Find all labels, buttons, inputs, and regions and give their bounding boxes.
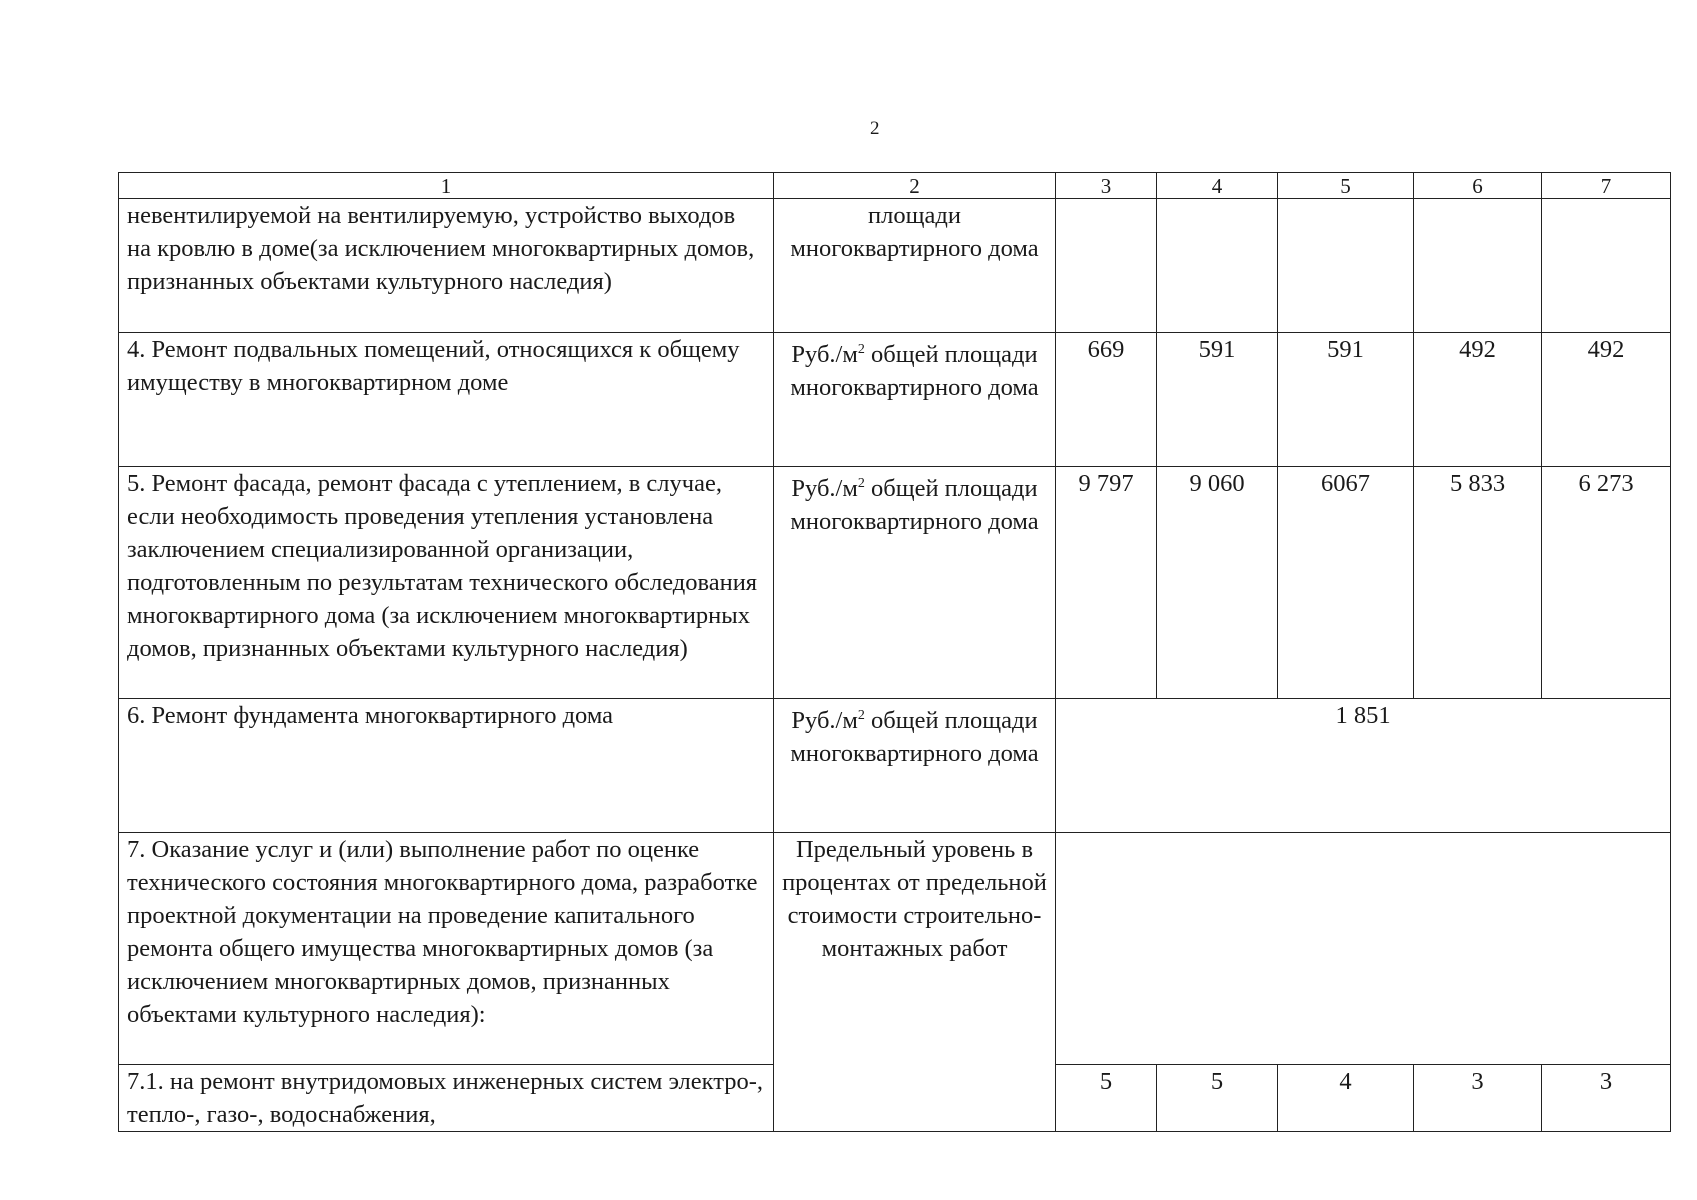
row-label: невентилируемой на вентилируемую, устройство выходов на кровлю в доме(за исключением многоквартирных домов, признанных объектами культурного наследия) (119, 199, 774, 333)
unit-prefix: Руб./м (791, 341, 858, 369)
unit-suffix: общей площади многоквартирного дома (790, 707, 1039, 768)
unit-superscript: 2 (857, 342, 865, 357)
table-row (119, 333, 1671, 467)
header-col-1: 1 (119, 173, 774, 199)
row-unit (774, 699, 1056, 833)
page-number: 2 (870, 118, 880, 139)
value-cell: 669 (1056, 333, 1157, 467)
row-unit: площади многоквартирного дома (774, 199, 1056, 333)
row-label: 6. Ремонт фундамента многоквартирного дома (119, 699, 774, 833)
value-cell: 5 (1056, 1065, 1157, 1132)
value-cell (1414, 199, 1542, 333)
table-row (119, 699, 1671, 833)
table-row (119, 467, 1671, 699)
value-cell: 3 (1542, 1065, 1671, 1132)
header-col-6: 6 (1414, 173, 1542, 199)
header-col-5: 5 (1278, 173, 1414, 199)
unit-superscript: 2 (857, 708, 865, 723)
value-cell: 9 797 (1056, 467, 1157, 699)
header-col-3: 3 (1056, 173, 1157, 199)
value-cell (1542, 199, 1671, 333)
value-cell: 5 (1157, 1065, 1278, 1132)
rates-table (118, 172, 1671, 1132)
row-unit (774, 467, 1056, 699)
value-cell: 4 (1278, 1065, 1414, 1132)
header-col-4: 4 (1157, 173, 1278, 199)
value-cell (1056, 199, 1157, 333)
row-label: 7. Оказание услуг и (или) выполнение работ по оценке технического состояния многоквартирного дома, разработке проектной документации на проведение капитального ремонта общего имущества многоквартирных домов (за исключением многоквартирных домов, признанных объектами культурного наследия): (119, 833, 774, 1065)
value-cell (1278, 199, 1414, 333)
row-label: 5. Ремонт фасада, ремонт фасада с утеплением, в случае, если необходимость проведения утепления установлена заключением специализированной организации, подготовленным по результатам технического обследования многоквартирного дома (за исключением многоквартирных домов, признанных объектами культурного наследия) (119, 467, 774, 699)
row-unit (774, 333, 1056, 467)
unit-suffix: общей площади многоквартирного дома (790, 475, 1039, 536)
value-cell: 3 (1414, 1065, 1542, 1132)
unit-prefix: Руб./м (791, 475, 858, 503)
row-label: 7.1. на ремонт внутридомовых инженерных систем электро-, тепло-, газо-, водоснабжения, (119, 1065, 774, 1132)
header-col-2: 2 (774, 173, 1056, 199)
value-cell: 492 (1414, 333, 1542, 467)
merged-value-cell: 1 851 (1056, 699, 1671, 833)
unit-superscript: 2 (857, 476, 865, 491)
table-row (119, 199, 1671, 333)
header-col-7: 7 (1542, 173, 1671, 199)
row-label: 4. Ремонт подвальных помещений, относящихся к общему имуществу в многоквартирном доме (119, 333, 774, 467)
header-row (119, 173, 1671, 199)
value-cell: 591 (1157, 333, 1278, 467)
table-row (119, 833, 1671, 1065)
value-cell (1157, 199, 1278, 333)
value-cell: 9 060 (1157, 467, 1278, 699)
value-cell: 492 (1542, 333, 1671, 467)
merged-value-cell (1056, 833, 1671, 1065)
row-unit: Предельный уровень в процентах от предельной стоимости строительно-монтажных работ (774, 833, 1056, 1132)
value-cell: 591 (1278, 333, 1414, 467)
value-cell: 6 273 (1542, 467, 1671, 699)
unit-suffix: общей площади многоквартирного дома (790, 341, 1039, 402)
value-cell: 5 833 (1414, 467, 1542, 699)
unit-prefix: Руб./м (791, 707, 858, 735)
value-cell: 6067 (1278, 467, 1414, 699)
